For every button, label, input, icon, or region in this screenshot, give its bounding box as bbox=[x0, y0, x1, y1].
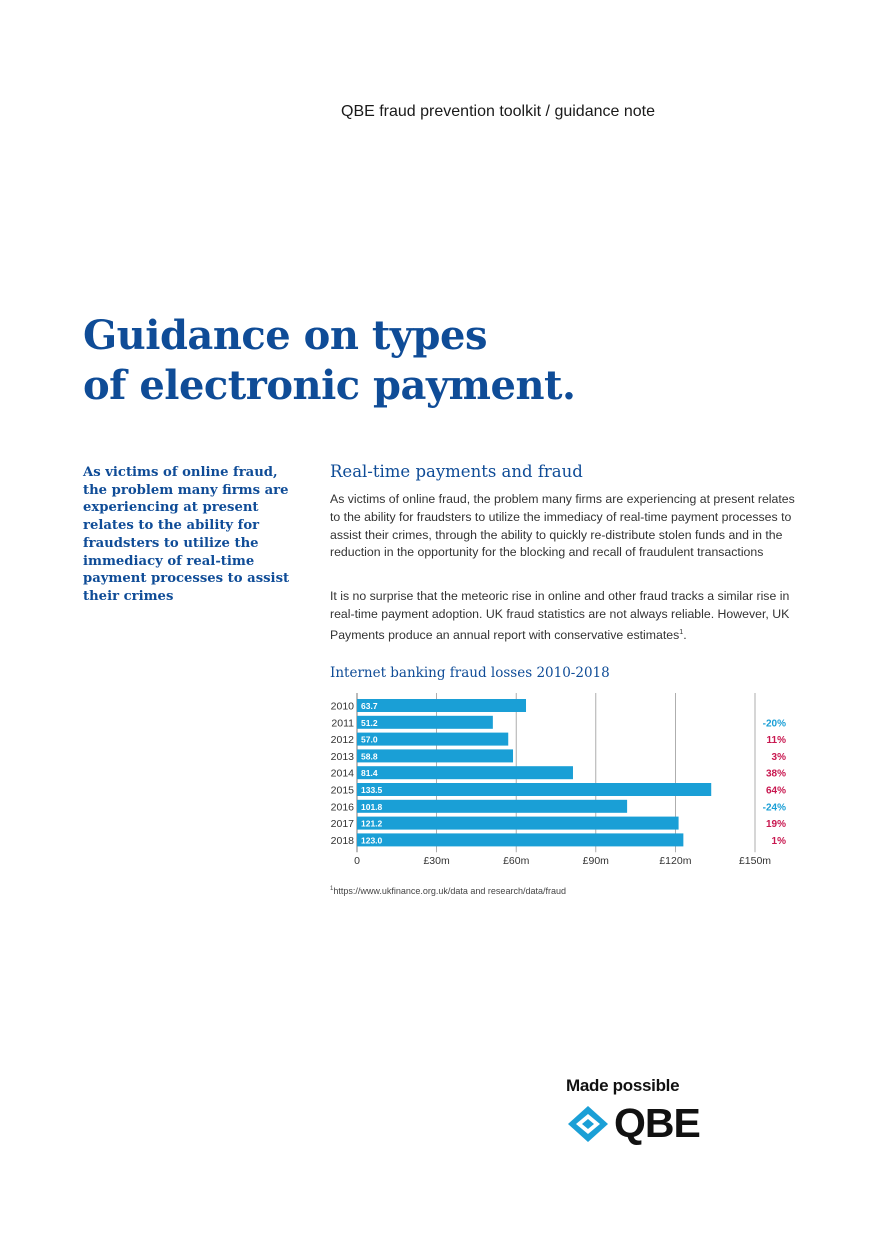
body-paragraph-2-text: It is no surprise that the meteoric rise in online and other fraud tracks a similar rise in real-time payment adoption. UK fraud statistics are not always reliable. However, UK Payments produce an annual report with conservative estimates bbox=[330, 589, 790, 642]
footnote-mark: 1 bbox=[330, 886, 334, 892]
change-label-2011: -20% bbox=[762, 718, 786, 730]
x-tick-label-0: 0 bbox=[354, 855, 360, 868]
bar-2010 bbox=[357, 699, 526, 712]
change-label-2014: 38% bbox=[765, 768, 786, 780]
change-label-2012: 11% bbox=[766, 735, 786, 747]
bar-2014 bbox=[357, 766, 573, 779]
logo-tagline: Made possible bbox=[566, 1076, 680, 1095]
change-label-2015: 64% bbox=[765, 785, 786, 797]
x-tick-label-30: £30m bbox=[423, 855, 450, 868]
logo-wordmark: QBE bbox=[614, 1100, 700, 1146]
page-title-line-2: of electronic payment. bbox=[83, 362, 576, 409]
bar-2018 bbox=[357, 833, 683, 846]
x-tick-label-150: £150m bbox=[738, 855, 772, 868]
bar-value-label-2012: 57.0 bbox=[361, 734, 378, 745]
qbe-chevron-icon bbox=[568, 1106, 608, 1142]
bar-2017 bbox=[357, 817, 679, 830]
bar-value-label-2014: 81.4 bbox=[361, 768, 378, 779]
bar-value-label-2017: 121.2 bbox=[361, 818, 383, 829]
bar-value-label-2015: 133.5 bbox=[361, 785, 383, 795]
bar-value-label-2011: 51.2 bbox=[361, 717, 378, 728]
body-paragraph-2 bbox=[330, 588, 800, 644]
bar-2015 bbox=[357, 783, 711, 796]
page-title-line-1: Guidance on types bbox=[83, 312, 487, 359]
bar-value-label-2016: 101.8 bbox=[361, 801, 383, 812]
change-label-2013: 3% bbox=[771, 751, 786, 763]
footnote bbox=[330, 886, 566, 896]
footnote-url: https://www.ukfinance.org.uk/data and research/data/fraud bbox=[333, 886, 566, 896]
chart-title: Internet banking fraud losses 2010-2018 bbox=[330, 665, 610, 681]
y-tick-label-2014: 2014 bbox=[330, 767, 354, 780]
bar-value-label-2013: 58.8 bbox=[361, 751, 378, 762]
bar-value-label-2010: 63.7 bbox=[361, 701, 378, 711]
y-tick-label-2011: 2011 bbox=[331, 717, 354, 730]
x-tick-label-120: £120m bbox=[659, 855, 692, 868]
y-tick-label-2015: 2015 bbox=[330, 784, 354, 797]
y-tick-label-2017: 2017 bbox=[330, 818, 354, 831]
bar-2013 bbox=[357, 749, 513, 762]
body-paragraph-2-end: . bbox=[683, 627, 687, 642]
page-title bbox=[83, 311, 575, 411]
y-tick-label-2010: 2010 bbox=[330, 700, 354, 713]
bar-2012 bbox=[357, 733, 508, 746]
running-header: QBE fraud prevention toolkit / guidance note bbox=[341, 103, 655, 120]
pull-quote: As victims of online fraud, the problem many firms are experiencing at present relates to the ability for fraudsters to utilize the immediacy of real-time payment processes to assist their crimes bbox=[83, 465, 290, 604]
change-label-2018: 1% bbox=[771, 835, 786, 847]
body-paragraph-1: As victims of online fraud, the problem many firms are experiencing at present relates to the ability for fraudsters to utilize the immediacy of real-time payment processes to assist their crimes, through the ability to quickly re-distribute stolen funds and in the reduction in the opportunity for the blocking and recall of fraudulent transactions bbox=[330, 492, 795, 560]
footnote-reference: 1 bbox=[679, 628, 684, 636]
x-tick-label-90: £90m bbox=[582, 855, 609, 868]
change-label-2017: 19% bbox=[765, 819, 786, 831]
y-tick-label-2016: 2016 bbox=[330, 801, 354, 814]
y-tick-label-2012: 2012 bbox=[330, 734, 354, 747]
section-heading: Real-time payments and fraud bbox=[330, 462, 583, 481]
y-tick-label-2018: 2018 bbox=[330, 834, 354, 847]
y-tick-label-2013: 2013 bbox=[330, 750, 354, 763]
fraud-losses-chart bbox=[320, 693, 800, 873]
bar-value-label-2018: 123.0 bbox=[361, 835, 383, 846]
bar-2016 bbox=[357, 800, 627, 813]
qbe-logo bbox=[566, 1076, 701, 1146]
change-label-2016: -24% bbox=[762, 802, 786, 814]
x-tick-label-60: £60m bbox=[503, 855, 530, 868]
